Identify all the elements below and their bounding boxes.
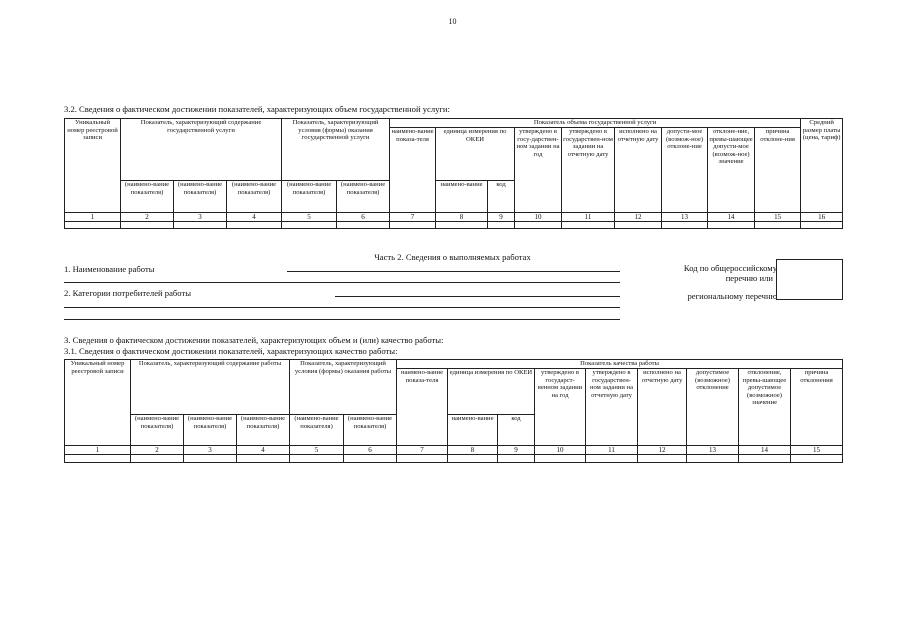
column-number: 14	[739, 446, 791, 455]
column-number: 5	[290, 446, 344, 455]
header-volume-indicator: Показатель объема государственной услуги	[390, 119, 801, 128]
data-cell[interactable]	[184, 455, 237, 463]
header-approved-year: утверждено в госу-дарствен-ном задании на год	[515, 128, 562, 213]
header-executed: исполнено на отчетную дату	[638, 369, 687, 446]
header-allowed-deviation: допусти-мое (возмож-ное) отклоне-ние	[662, 128, 708, 213]
data-cell[interactable]	[791, 455, 843, 463]
subheader-content-name-2: (наимено-вание показателя)	[174, 181, 227, 213]
column-number: 10	[515, 213, 562, 222]
column-number: 3	[174, 213, 227, 222]
data-cell[interactable]	[290, 455, 344, 463]
header-avg-fee: Средний размер платы (цена, тариф)	[801, 119, 843, 213]
column-number: 15	[755, 213, 801, 222]
header-exceeding-deviation: отклоне-ние, превы-шающее допусти-мое (возмож-ное) значение	[708, 128, 755, 213]
column-number: 12	[615, 213, 662, 222]
subheader-content-name-1: (наимено-вание показателя)	[121, 181, 174, 213]
page-number: 10	[448, 17, 457, 26]
code-label-1: Код по общероссийскому	[683, 263, 777, 273]
column-number: 13	[662, 213, 708, 222]
subheader-conditions-name-1: (наимено-вание показателя)	[282, 181, 337, 213]
column-number: 15	[791, 446, 843, 455]
header-approved-date: утверждено в государствен-ном задании на отчетную дату	[586, 369, 638, 446]
column-number: 10	[535, 446, 586, 455]
data-cell[interactable]	[586, 455, 638, 463]
column-number: 7	[390, 213, 436, 222]
subheader-content-name-3: (наимено-вание показателя)	[237, 415, 290, 446]
header-unit-code: код	[498, 415, 535, 446]
column-number: 6	[337, 213, 390, 222]
code-label-3: региональному перечню	[687, 291, 777, 301]
data-cell[interactable]	[535, 455, 586, 463]
header-conditions-indicator: Показатель, характеризующий условия (формы) оказания работы	[290, 360, 397, 415]
subheader-conditions-name-2: (наимено-вание показателя)	[337, 181, 390, 213]
data-cell[interactable]	[448, 455, 498, 463]
column-number: 1	[65, 213, 121, 222]
data-cell[interactable]	[801, 222, 843, 229]
column-number: 2	[121, 213, 174, 222]
section-3-2-heading: 3.2. Сведения о фактическом достижении показателей, характеризующих объем государственной услуги:	[64, 104, 450, 114]
column-number: 7	[397, 446, 448, 455]
data-cell[interactable]	[739, 455, 791, 463]
data-cell[interactable]	[390, 222, 436, 229]
header-executed: исполнено на отчетную дату	[615, 128, 662, 213]
consumer-category-label: 2. Категории потребителей работы	[64, 288, 191, 298]
quality-indicators-table	[64, 359, 843, 463]
column-number: 8	[448, 446, 498, 455]
column-number: 5	[282, 213, 337, 222]
data-cell[interactable]	[174, 222, 227, 229]
header-approved-year: утверждено в государст-венном задании на год	[535, 369, 586, 446]
column-number: 14	[708, 213, 755, 222]
data-row	[65, 455, 843, 463]
column-number: 4	[237, 446, 290, 455]
column-number: 12	[638, 446, 687, 455]
header-allowed-deviation: допустимое (возможное) отклонение	[687, 369, 739, 446]
data-row	[65, 222, 843, 229]
header-exceeding-deviation: отклонение, превы-шающее допустимое (возможное) значение	[739, 369, 791, 446]
code-label-2: перечню или	[725, 273, 773, 283]
data-cell[interactable]	[65, 455, 131, 463]
data-cell[interactable]	[397, 455, 448, 463]
data-cell[interactable]	[436, 222, 488, 229]
header-content-indicator: Показатель, характеризующий содержание работы	[131, 360, 290, 415]
column-number: 1	[65, 446, 131, 455]
data-cell[interactable]	[562, 222, 615, 229]
data-cell[interactable]	[615, 222, 662, 229]
data-cell[interactable]	[65, 222, 121, 229]
data-cell[interactable]	[755, 222, 801, 229]
header-unique-number: Уникальный номер реестровой записи	[65, 360, 131, 446]
data-cell[interactable]	[131, 455, 184, 463]
column-number: 16	[801, 213, 843, 222]
header-unit: единица измерения по ОКЕИ	[448, 369, 535, 415]
data-cell[interactable]	[337, 222, 390, 229]
header-unit-name: наимено-вание	[436, 181, 488, 213]
section-3-1-heading: 3.1. Сведения о фактическом достижении показателей, характеризующих качество работы:	[64, 346, 398, 356]
part-2-title: Часть 2. Сведения о выполняемых работах	[374, 252, 531, 262]
data-cell[interactable]	[488, 222, 515, 229]
header-approved-date: утверждено в государствен-ном задании на отчетную дату	[562, 128, 615, 213]
section-3-heading: 3. Сведения о фактическом достижении показателей, характеризующих объем и (или) качество работы:	[64, 335, 444, 345]
data-cell[interactable]	[227, 222, 282, 229]
header-unit-name: наимено-вание	[448, 415, 498, 446]
column-number: 9	[498, 446, 535, 455]
consumer-category-line-2[interactable]	[64, 307, 620, 308]
column-number: 8	[436, 213, 488, 222]
column-number: 2	[131, 446, 184, 455]
work-name-line[interactable]	[287, 271, 620, 272]
data-cell[interactable]	[344, 455, 397, 463]
header-unique-number: Уникальный номер реестровой записи	[65, 119, 121, 213]
column-number: 6	[344, 446, 397, 455]
data-cell[interactable]	[708, 222, 755, 229]
data-cell[interactable]	[237, 455, 290, 463]
header-unit-code: код	[488, 181, 515, 213]
header-indicator-name: наимено-вание показа-теля	[390, 128, 436, 213]
registry-code-box[interactable]	[776, 259, 843, 300]
column-number: 3	[184, 446, 237, 455]
subheader-content-name-3: (наимено-вание показателя)	[227, 181, 282, 213]
consumer-category-line[interactable]	[335, 296, 620, 297]
data-cell[interactable]	[638, 455, 687, 463]
subheader-conditions-name-2: (наимено-вание показателя)	[344, 415, 397, 446]
data-cell[interactable]	[498, 455, 535, 463]
data-cell[interactable]	[121, 222, 174, 229]
work-name-line-2[interactable]	[64, 282, 620, 283]
header-conditions-indicator: Показатель, характеризующий условия (формы) оказания государственной услуги	[282, 119, 390, 181]
subheader-conditions-name-1: (наимено-вание показателя)	[290, 415, 344, 446]
header-content-indicator: Показатель, характеризующий содержание государственной услуги	[121, 119, 282, 181]
header-reason: причина отклоне-ния	[755, 128, 801, 213]
column-number: 13	[687, 446, 739, 455]
subheader-content-name-1: (наимено-вание показателя)	[131, 415, 184, 446]
column-number: 11	[586, 446, 638, 455]
data-cell[interactable]	[515, 222, 562, 229]
data-cell[interactable]	[662, 222, 708, 229]
header-quality-indicator: Показатель качества работы	[397, 360, 843, 369]
column-number: 4	[227, 213, 282, 222]
header-unit: единица измерения по ОКЕИ	[436, 128, 515, 181]
work-name-label: 1. Наименование работы	[64, 264, 155, 274]
header-indicator-name: наимено-вание показа-теля	[397, 369, 448, 446]
column-number: 9	[488, 213, 515, 222]
consumer-category-line-3[interactable]	[64, 319, 620, 320]
data-cell[interactable]	[687, 455, 739, 463]
subheader-content-name-2: (наимено-вание показателя)	[184, 415, 237, 446]
column-number: 11	[562, 213, 615, 222]
volume-indicators-table	[64, 118, 843, 229]
header-reason: причина отклонения	[791, 369, 843, 446]
data-cell[interactable]	[282, 222, 337, 229]
